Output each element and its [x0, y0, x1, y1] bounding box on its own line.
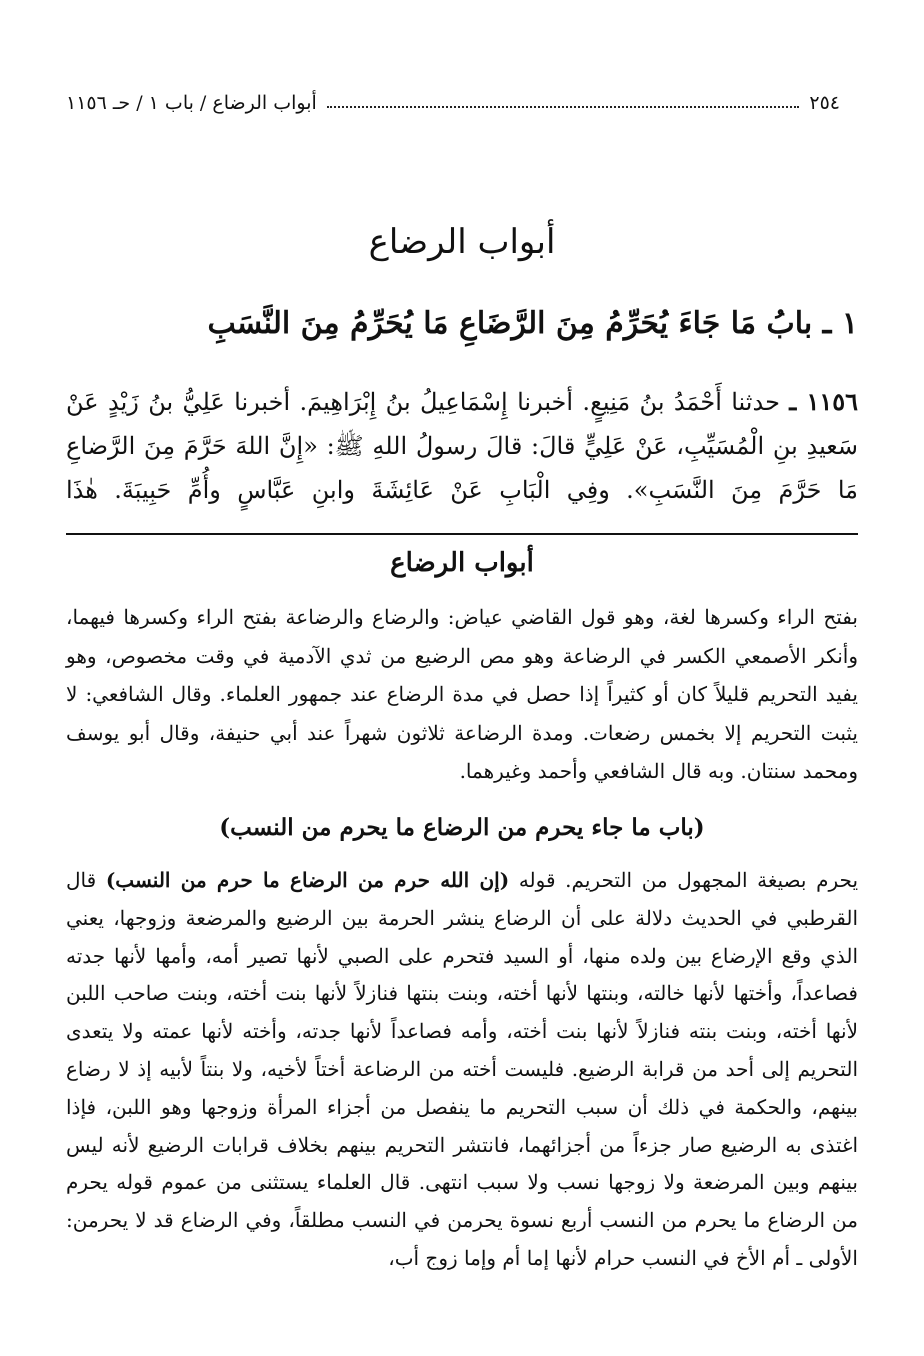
commentary-quote: (إن الله حرم من الرضاع ما حرم من النسب) — [105, 868, 510, 892]
hadith-text — [66, 380, 858, 512]
commentary-body: قال القرطبي في الحديث دلالة على أن الرضاع ينشر الحرمة بين الرضيع والمرضعة وزوجها، يعني الذي وقع الإرضاع بين ولده منها، أو السيد فتحرم على الصبي لأنها تصير أمه، وأمها لأنها جدته فصاعداً، وأختها لأنها خالته، وبنتها لأنها أخته، وبنت بنتها فنازلاً لأنها بنت أخته، وبنت صاحب اللبن لأنها أخته، وبنت بنته فنازلاً لأنها بنت أخته، وأمه فصاعداً لأنها جدته، وأخته لأنها عمته ولا يتعدى التحريم إلى أحد من قرابة الرضيع. فليست أخته من الرضاعة أختاً لأخيه، ولا بنتاً لأبيه إذ لا رضاع بينهم، والحكمة في ذلك أن سبب التحريم ما ينفصل من أجزاء المرأة وزوجها وهو اللبن، فإذا اغتذى به الرضيع صار جزءاً من أجزائهما، فانتشر التحريم بينهم بخلاف قرابات الرضيع لأنه ليس بينهم وبين المرضعة ولا زوجها نسب ولا سبب انتهى. قال العلماء يستثنى من عموم قوله يحرم من الرضاع ما يحرم من النسب أربع نسوة يحرمن في النسب مطلقاً، وفي الرضاع قد لا يحرمن: الأولى ـ أم الأخ في النسب حرام لأنها إما أم وإما زوج أب، — [66, 868, 858, 1270]
hadith-number: ١١٥٦ ـ — [789, 387, 858, 416]
separator-rule — [66, 533, 858, 535]
commentary-paragraph-2 — [66, 862, 858, 1278]
running-header — [66, 88, 840, 118]
hadith-body: حدثنا أَحْمَدُ بنُ مَنِيعٍ. أخبرنا إِسْمَاعِيلُ بنُ إِبْرَاهِيمَ. أخبرنا عَلِيُّ بنُ زَيْدٍ عَنْ سَعيدِ بنِ الْمُسَيِّبِ، عَنْ عَلِيٍّ قالَ: قالَ رسولُ اللهِ ﷺ: «إِنَّ اللهَ حَرَّمَ مِنَ الرَّضاعِ مَا حَرَّمَ مِنَ النَّسَبِ». وفِي الْبَابِ عَنْ عَائِشَةَ وابنِ عَبَّاسٍ وأُمِّ حَبِيبَةَ. هٰذَا — [66, 388, 858, 504]
commentary-subheading: (باب ما جاء يحرم من الرضاع ما يحرم من النسب) — [219, 814, 705, 841]
commentary-text: بفتح الراء وكسرها لغة، وهو قول القاضي عياض: والرضاع والرضاعة بفتح الراء وكسرها فيهما، وأنكر الأصمعي الكسر في الرضاعة وهو مص الرضيع من ثدي الآدمية في وقت مخصوص، وهو يفيد التحريم قليلاً كان أو كثيراً إذا حصل في مدة الرضاع عند جمهور العلماء. وقال الشافعي: لا يثبت التحريم إلا بخمس رضعات. ومدة الرضاعة ثلاثون شهراً عند أبي حنيفة، وقال أبو يوسف ومحمد سنتان. وبه قال الشافعي وأحمد وغيرهما. — [66, 605, 858, 783]
book-title: أبواب الرضاع — [368, 222, 556, 262]
running-title: أبواب الرضاع / باب ١ / حـ ١١٥٦ — [66, 92, 317, 114]
commentary-paragraph-1 — [66, 598, 858, 791]
page-number: ٢٥٤ — [809, 92, 840, 114]
commentary-heading: أبواب الرضاع — [390, 548, 534, 578]
chapter-title: ١ ـ بابُ مَا جَاءَ يُحَرِّمُ مِنَ الرَّضَاعِ مَا يُحَرِّمُ مِنَ النَّسَبِ — [207, 306, 858, 341]
header-dot-leader — [327, 106, 800, 108]
commentary-lead: يحرم بصيغة المجهول من التحريم. قوله — [518, 868, 859, 892]
